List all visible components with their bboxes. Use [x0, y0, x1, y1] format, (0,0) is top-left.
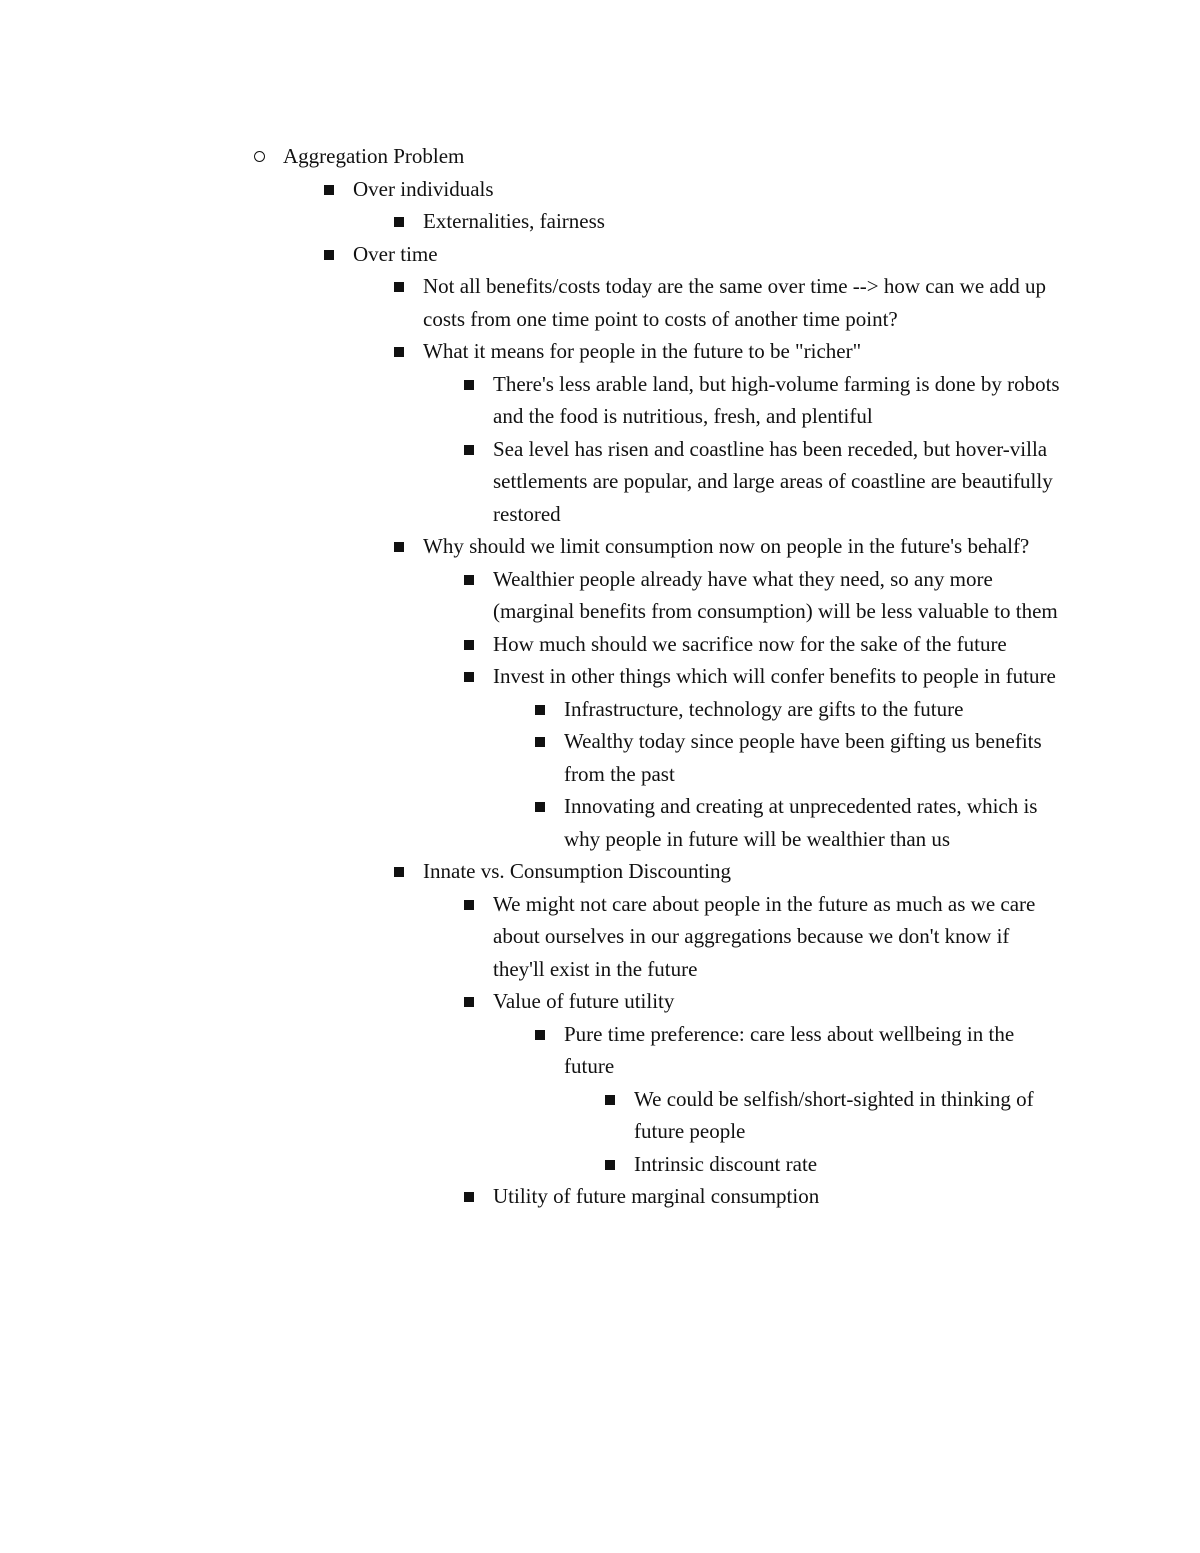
- outline-item-15: [423, 855, 1063, 888]
- outline-item-text: Externalities, fairness: [423, 209, 605, 233]
- outline-item-8: [423, 530, 1063, 563]
- outline-item-text: We might not care about people in the future as much as we care about ourselves in our aggregations because we don't know if they'll exist in the future: [493, 891, 1036, 981]
- outline-item-17: [493, 985, 1063, 1018]
- outline-item-18: [564, 1018, 1064, 1083]
- outline-item-text: Intrinsic discount rate: [634, 1151, 818, 1176]
- outline-item-text: Infrastructure, technology are gifts to the future: [564, 696, 964, 721]
- outline-item-5: [423, 335, 1063, 368]
- outline-item-12: [564, 693, 1064, 726]
- outline-item-1: [353, 173, 1053, 206]
- outline-item-20: [634, 1148, 1064, 1181]
- outline-item-text: Pure time preference: care less about wellbeing in the future: [564, 1021, 1015, 1078]
- outline-item-21: [493, 1180, 1063, 1213]
- outline-item-text: How much should we sacrifice now for the sake of the future: [493, 631, 1007, 656]
- outline-item-3: [353, 238, 1053, 271]
- outline-item-text: Invest in other things which will confer benefits to people in future: [493, 664, 1056, 688]
- document-page: [0, 140, 1200, 1213]
- outline-item-6: [493, 368, 1063, 433]
- outline-item-16: [493, 888, 1063, 986]
- outline-item-text: Innovating and creating at unprecedented rates, which is why people in future will be wealthier than us: [564, 794, 1038, 851]
- outline-item-9: [493, 563, 1063, 628]
- outline-item-text: Utility of future marginal consumption: [493, 1184, 820, 1208]
- outline-item-text: What it means for people in the future to be "richer": [423, 339, 862, 363]
- outline-item-text: Over time: [353, 241, 438, 266]
- outline-item-text: Sea level has risen and coastline has been receded, but hover-villa settlements are popular, and large areas of coastline are beautifully restored: [493, 436, 1053, 526]
- outline-item-text: Why should we limit consumption now on people in the future's behalf?: [423, 534, 1030, 558]
- outline-item-text: Innate vs. Consumption Discounting: [423, 859, 731, 883]
- outline-item-text: We could be selfish/short-sighted in thinking of future people: [634, 1086, 1034, 1143]
- outline-item-text: Aggregation Problem: [283, 144, 465, 168]
- outline-item-text: Over individuals: [353, 176, 494, 201]
- outline-item-13: [564, 725, 1064, 790]
- outline-item-text: Wealthier people already have what they need, so any more (marginal benefits from consumption) will be less valuable to them: [493, 566, 1058, 623]
- outline-item-4: [423, 270, 1063, 335]
- outline-item-text: Wealthy today since people have been gifting us benefits from the past: [564, 729, 1042, 786]
- outline-item-10: [493, 628, 1063, 661]
- outline-item-text: There's less arable land, but high-volume farming is done by robots and the food is nutritious, fresh, and plentiful: [493, 371, 1060, 428]
- outline-item-2: [423, 205, 1063, 238]
- outline-item-0: [283, 140, 1063, 173]
- outline-item-14: [564, 790, 1064, 855]
- outline-item-text: Value of future utility: [493, 989, 675, 1013]
- outline-item-11: [493, 660, 1063, 693]
- outline-item-text: Not all benefits/costs today are the same over time --> how can we add up costs from one time point to costs of another time point?: [423, 274, 1046, 331]
- outline-item-7: [493, 433, 1063, 531]
- outline-item-19: [634, 1083, 1064, 1148]
